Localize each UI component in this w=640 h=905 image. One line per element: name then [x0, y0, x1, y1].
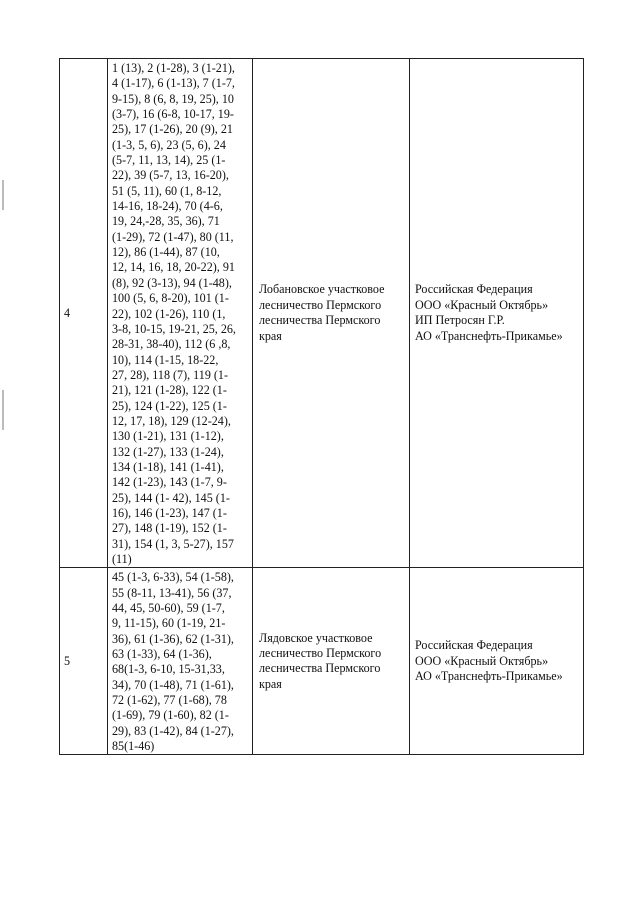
- quarter-blocks-line: 25), 124 (1-22), 125 (1-: [112, 398, 227, 413]
- owner-line: Российская Федерация: [415, 638, 533, 653]
- quarter-blocks-line: 22), 39 (5-7, 13, 16-20),: [112, 168, 229, 183]
- quarter-blocks-line: 1 (13), 2 (1-28), 3 (1-21),: [112, 61, 235, 75]
- quarter-blocks-line: 29), 83 (1-42), 84 (1-27),: [112, 723, 234, 738]
- forestry-line: лесничества Пермского: [259, 661, 381, 676]
- owner-line: Российская Федерация: [415, 282, 533, 297]
- quarter-blocks-line: 63 (1-33), 64 (1-36),: [112, 647, 212, 662]
- quarter-blocks-line: 68(1-3, 6-10, 15-31,33,: [112, 662, 225, 677]
- forestry-cell: [253, 59, 410, 568]
- quarter-blocks-cell: [108, 568, 253, 755]
- quarter-blocks-line: 132 (1-27), 133 (1-24),: [112, 444, 224, 459]
- owner-line: ИП Петросян Г.Р.: [415, 313, 505, 328]
- forestry-line: Лядовское участковое: [259, 630, 373, 645]
- forestry-line: Лобановское участковое: [259, 282, 385, 297]
- quarter-blocks-line: 85(1-46): [112, 739, 155, 754]
- quarter-blocks-line: (1-29), 72 (1-47), 80 (11,: [112, 229, 234, 244]
- quarter-blocks-line: 25), 17 (1-26), 20 (9), 21: [112, 122, 233, 137]
- quarter-blocks-line: 9-15), 8 (6, 8, 19, 25), 10: [112, 91, 234, 106]
- quarter-blocks-line: 14-16, 18-24), 70 (4-6,: [112, 199, 223, 214]
- forestry-line: лесничества Пермского: [259, 313, 381, 328]
- quarter-blocks-line: 134 (1-18), 141 (1-41),: [112, 459, 224, 474]
- quarter-blocks-line: 16), 146 (1-23), 147 (1-: [112, 505, 227, 520]
- quarter-blocks-line: 130 (1-21), 131 (1-12),: [112, 429, 224, 444]
- scan-margin-mark: [2, 180, 4, 210]
- table-row: [60, 568, 584, 755]
- quarter-blocks-line: 142 (1-23), 143 (1-7, 9-: [112, 475, 227, 490]
- quarter-blocks-line: 12, 17, 18), 129 (12-24),: [112, 413, 231, 428]
- quarter-blocks-line: 72 (1-62), 77 (1-68), 78: [112, 693, 227, 708]
- quarter-blocks-line: 9, 11-15), 60 (1-19, 21-: [112, 616, 226, 631]
- forestry-line: края: [259, 328, 282, 343]
- row-number: 4: [64, 305, 71, 320]
- quarter-blocks-line: 27), 148 (1-19), 152 (1-: [112, 521, 227, 536]
- owner-line: АО «Транснефть-Прикамье»: [415, 669, 563, 684]
- quarter-blocks-line: 4 (1-17), 6 (1-13), 7 (1-7,: [112, 76, 235, 91]
- row-number: 5: [64, 653, 71, 668]
- quarter-blocks-line: 100 (5, 6, 8-20), 101 (1-: [112, 291, 229, 306]
- quarter-blocks-line: (1-69), 79 (1-60), 82 (1-: [112, 708, 229, 723]
- scan-margin-mark: [2, 390, 4, 430]
- quarter-blocks-line: 51 (5, 11), 60 (1, 8-12,: [112, 183, 222, 198]
- quarter-blocks-line: 45 (1-3, 6-33), 54 (1-58),: [112, 570, 234, 585]
- forestry-cell: [253, 568, 410, 755]
- quarter-blocks-line: 25), 144 (1- 42), 145 (1-: [112, 490, 230, 505]
- row-number-cell: [60, 59, 108, 568]
- quarter-blocks-line: (8), 92 (3-13), 94 (1-48),: [112, 275, 232, 290]
- quarter-blocks-line: 55 (8-11, 13-41), 56 (37,: [112, 585, 232, 600]
- quarter-blocks-line: 44, 45, 50-60), 59 (1-7,: [112, 601, 225, 616]
- quarter-blocks-line: (1-3, 5, 6), 23 (5, 6), 24: [112, 137, 226, 152]
- quarter-blocks-line: 12), 86 (1-44), 87 (10,: [112, 245, 220, 260]
- quarter-blocks-line: (5-7, 11, 13, 14), 25 (1-: [112, 153, 226, 168]
- quarter-blocks-line: 21), 121 (1-28), 122 (1-: [112, 383, 227, 398]
- owner-line: ООО «Красный Октябрь»: [415, 297, 549, 312]
- quarter-blocks-line: 27, 28), 118 (7), 119 (1-: [112, 367, 228, 382]
- row-number-cell: [60, 568, 108, 755]
- quarter-blocks-line: 3-8, 10-15, 19-21, 25, 26,: [112, 321, 236, 336]
- quarter-blocks-line: 12, 14, 16, 18, 20-22), 91: [112, 260, 235, 275]
- forestry-line: лесничество Пермского: [259, 646, 382, 661]
- quarter-blocks-line: 31), 154 (1, 3, 5-27), 157: [112, 536, 234, 551]
- table-row: [60, 59, 584, 568]
- quarter-blocks-line: (3-7), 16 (6-8, 10-17, 19-: [112, 107, 234, 122]
- quarter-blocks-line: 19, 24,-28, 35, 36), 71: [112, 214, 220, 229]
- owner-line: ООО «Красный Октябрь»: [415, 653, 549, 668]
- forestry-line: лесничество Пермского: [259, 297, 382, 312]
- quarter-blocks-line: 36), 61 (1-36), 62 (1-31),: [112, 631, 234, 646]
- owner-line: АО «Транснефть-Прикамье»: [415, 328, 563, 343]
- quarter-blocks-line: 28-31, 38-40), 112 (6 ,8,: [112, 337, 231, 352]
- quarter-blocks-line: 10), 114 (1-15, 18-22,: [112, 352, 219, 367]
- forestry-table: [59, 58, 584, 755]
- quarter-blocks-cell: [108, 59, 253, 568]
- quarter-blocks-line: 22), 102 (1-26), 110 (1,: [112, 306, 226, 321]
- quarter-blocks-line: (11): [112, 552, 132, 566]
- owners-cell: [410, 568, 584, 755]
- quarter-blocks-line: 34), 70 (1-48), 71 (1-61),: [112, 677, 234, 692]
- owners-cell: [410, 59, 584, 568]
- forestry-line: края: [259, 676, 282, 691]
